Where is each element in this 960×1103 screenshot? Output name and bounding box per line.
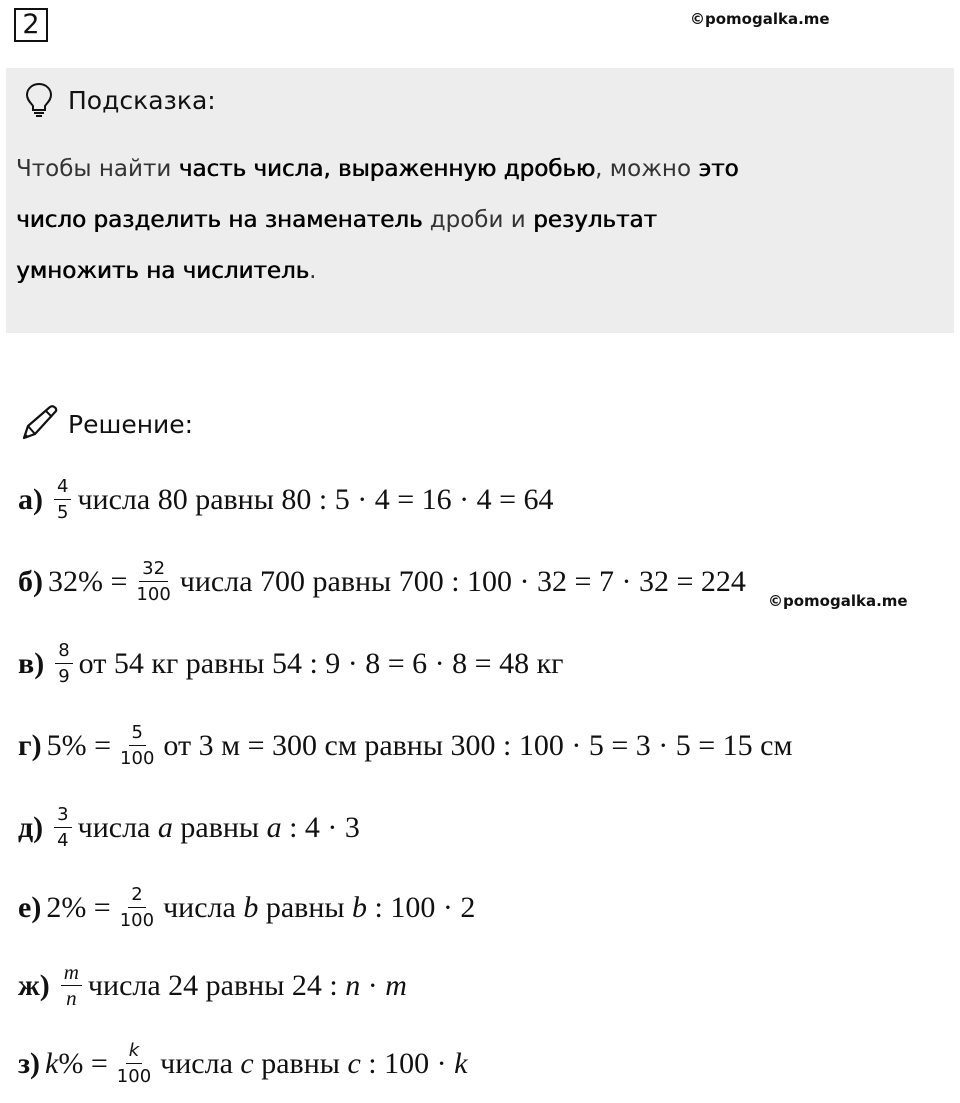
task-number: 2 (14, 8, 48, 42)
lightbulb-icon (24, 82, 54, 118)
fraction: $\frac{8}{9}$ (55, 640, 72, 687)
solution-title (18, 404, 193, 444)
hint-box (6, 68, 954, 333)
hint-title (24, 82, 216, 118)
solution-line-e: е) 2% = $\frac{2}{100}$ числа b равны b : 100 · 2 (18, 884, 476, 931)
solution-line-zh: ж) $\frac{m}{n}$ числа 24 равны 24 : n · m (18, 960, 407, 1010)
fraction: $\frac{m}{n}$ (61, 962, 82, 1009)
hint-text: Чтобы найти часть числа, выраженную дробью, можно это число разделить на знаменатель дроби и результат умножить на числитель. (16, 156, 739, 284)
solution-title-text: Решение: (68, 409, 194, 439)
pencil-icon (18, 404, 62, 444)
watermark: ©pomogalka.me (690, 10, 830, 28)
solution-line-g: г) 5% = $\frac{5}{100}$ от 3 м = 300 см равны 300 : 100 · 5 = 3 · 5 = 15 см (18, 722, 793, 769)
watermark: ©pomogalka.me (768, 592, 908, 610)
hint-title-text: Подсказка: (68, 85, 216, 115)
fraction: $\frac{k}{100}$ (116, 1040, 152, 1087)
fraction: $\frac{2}{100}$ (119, 884, 155, 931)
solution-line-z: з) k % = $\frac{k}{100}$ числа c равны c : 100 · k (18, 1040, 468, 1087)
solution-line-v: в) $\frac{8}{9}$ от 54 кг равны 54 : 9 · 8 = 6 · 8 = 48 кг (18, 640, 564, 687)
fraction: $\frac{32}{100}$ (136, 558, 171, 605)
solution-line-a: а) $\frac{4}{5}$ числа 80 равны 80 : 5 · 4 = 16 · 4 = 64 (18, 476, 554, 523)
fraction: $\frac{5}{100}$ (120, 722, 155, 769)
solution-line-d: д) $\frac{3}{4}$ числа a равны a : 4 · 3 (18, 804, 360, 851)
solution-line-b: б) 32% = $\frac{32}{100}$ числа 700 равны 700 : 100 · 32 = 7 · 32 = 224 (18, 558, 746, 605)
fraction: $\frac{4}{5}$ (54, 476, 71, 523)
fraction: $\frac{3}{4}$ (54, 804, 71, 851)
